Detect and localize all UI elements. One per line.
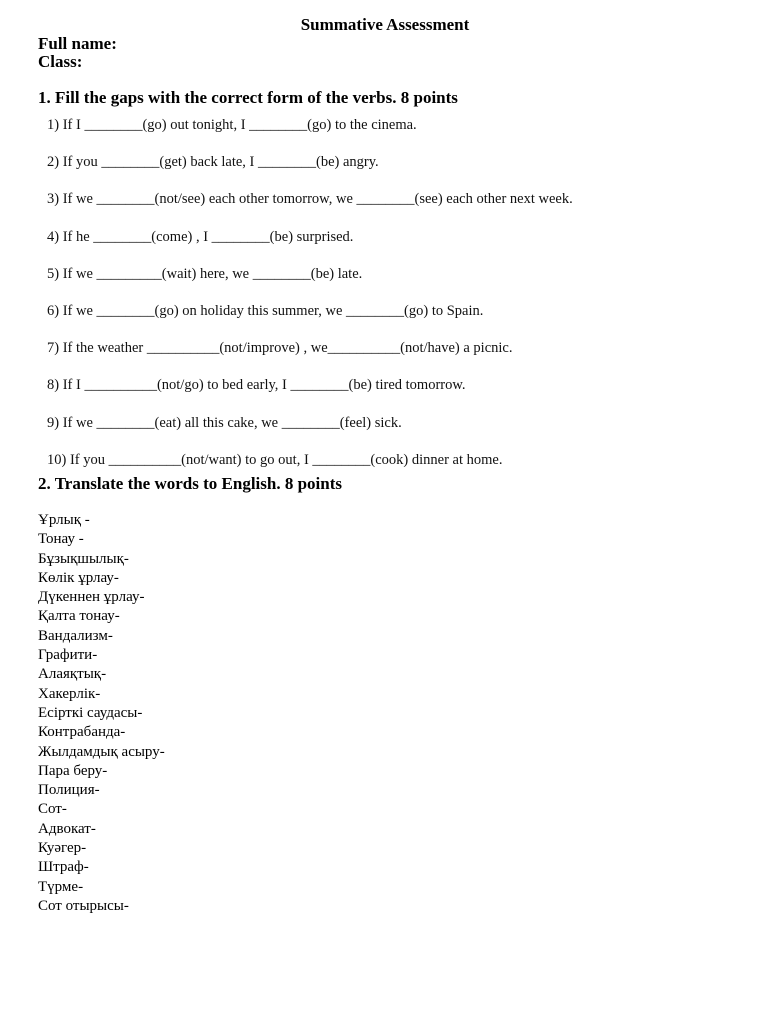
- translation-word-list: [38, 511, 165, 916]
- vocab-item: Есірткі саудасы-: [38, 704, 143, 721]
- vocab-item: Дүкеннен ұрлау-: [38, 589, 145, 606]
- exercise-item: 5) If we _________(wait) here, we ________(be) late.: [47, 265, 363, 282]
- class-label: Class:: [38, 52, 83, 71]
- exercise-item: 4) If he ________(come) , I ________(be) surprised.: [47, 228, 354, 245]
- exercise-item: 8) If I __________(not/go) to bed early, I ________(be) tired tomorrow.: [47, 377, 466, 394]
- section-2-heading: 2. Translate the words to English. 8 points: [38, 474, 342, 493]
- vocab-item: Түрме-: [38, 878, 84, 895]
- exercise-item: 6) If we ________(go) on holiday this summer, we ________(go) to Spain.: [47, 302, 484, 319]
- vocab-item: Тонау -: [38, 531, 84, 548]
- vocab-item: Куәгер-: [38, 840, 87, 857]
- section-1-heading: 1. Fill the gaps with the correct form of the verbs. 8 points: [38, 88, 458, 107]
- vocab-item: Ұрлық -: [38, 512, 90, 528]
- exercise-item: 7) If the weather __________(not/improve) , we__________(not/have) a picnic.: [47, 340, 513, 357]
- vocab-item: Графити-: [38, 647, 98, 664]
- vocab-item: Штраф-: [38, 859, 89, 876]
- vocab-item: Пара беру-: [38, 762, 108, 779]
- vocab-item: Алаяқтық-: [38, 666, 107, 683]
- exercise-item: 10) If you __________(not/want) to go out, I ________(cook) dinner at home.: [47, 451, 503, 468]
- page-title: Summative Assessment: [300, 15, 470, 34]
- vocab-item: Вандализм-: [38, 627, 113, 644]
- vocab-item: Қалта тонау-: [38, 608, 120, 625]
- exercise-item: 9) If we ________(eat) all this cake, we ________(feel) sick.: [47, 414, 402, 431]
- vocab-item: Полиция-: [38, 782, 100, 799]
- exercise-item: 1) If I ________(go) out tonight, I ________(go) to the cinema.: [47, 117, 417, 133]
- vocab-item: Сот-: [38, 801, 67, 818]
- vocab-item: Контрабанда-: [38, 724, 126, 741]
- exercise-item: 2) If you ________(get) back late, I ________(be) angry.: [47, 154, 379, 171]
- fill-gaps-exercise-list: [47, 116, 573, 488]
- full-name-label: Full name:: [38, 34, 117, 53]
- vocab-item: Бұзықшылық-: [38, 550, 129, 567]
- vocab-item: Көлік ұрлау-: [38, 569, 119, 586]
- vocab-item: Хакерлік-: [38, 685, 101, 702]
- vocab-item: Сот отырысы-: [38, 897, 129, 914]
- vocab-item: Адвокат-: [38, 820, 96, 837]
- vocab-item: Жылдамдық асыру-: [38, 743, 165, 760]
- exercise-item: 3) If we ________(not/see) each other tomorrow, we ________(see) each other next week.: [47, 191, 573, 208]
